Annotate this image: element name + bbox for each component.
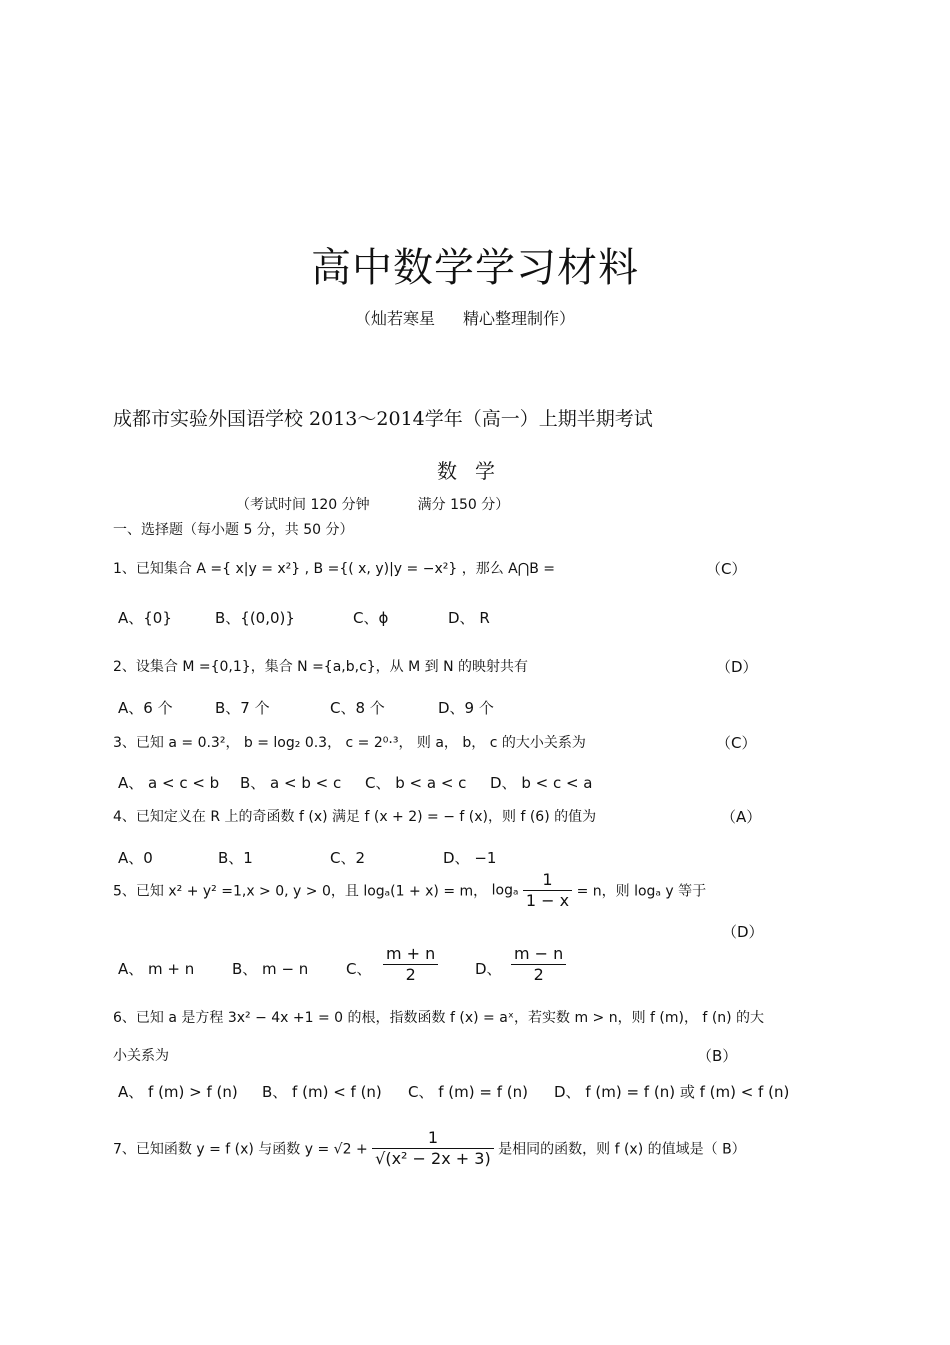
question-3-option-d: D、 b < c < a bbox=[490, 774, 593, 792]
question-4-option-c: C、2 bbox=[330, 849, 366, 867]
question-5-option-b: B、 m − n bbox=[232, 960, 309, 978]
question-1-option-d: D、 R bbox=[448, 609, 490, 627]
question-5-fraction bbox=[523, 870, 572, 911]
question-1-option-b: B、{(0,0)} bbox=[215, 609, 295, 627]
question-4-option-b: B、1 bbox=[218, 849, 253, 867]
question-2-stem: 2、设集合 M ={0,1}，集合 N ={a,b,c}，从 M 到 N 的映射共有 bbox=[113, 659, 529, 675]
question-7-fraction bbox=[372, 1128, 494, 1169]
question-5-answer: （D） bbox=[722, 923, 764, 941]
question-3-stem: 3、已知 a = 0.3²， b = log₂ 0.3， c = 2⁰·³， 则 a， b， c 的大小关系为 bbox=[113, 735, 586, 751]
question-5-option-a: A、 m + n bbox=[118, 960, 195, 978]
question-6-option-a: A、 f (m) > f (n) bbox=[118, 1083, 238, 1101]
question-5-option-d-num: m − n bbox=[511, 944, 566, 965]
exam-subject: 数学 bbox=[437, 459, 513, 483]
question-5-option-d-label: D、 bbox=[475, 960, 502, 978]
question-5-stem-b: logₐ bbox=[491, 882, 519, 899]
question-2-answer: （D） bbox=[716, 658, 758, 676]
question-6-stem: 6、已知 a 是方程 3x² − 4x +1 = 0 的根，指数函数 f (x) = aˣ，若实数 m > n，则 f (m)， f (n) 的大 bbox=[113, 1010, 765, 1026]
exam-time: （考试时间 120 分钟 bbox=[236, 497, 370, 513]
question-5-option-c-fraction bbox=[383, 944, 438, 985]
question-7-frac-num: 1 bbox=[372, 1128, 494, 1149]
exam-school-line: 成都市实验外国语学校 2013～2014学年（高一）上期半期考试 bbox=[113, 408, 653, 430]
question-7-frac-den: √(x² − 2x + 3) bbox=[375, 1149, 491, 1168]
question-7-stem-a: 7、已知函数 y = f (x) 与函数 y = √2 + bbox=[113, 1141, 368, 1158]
question-2-option-d: D、9 个 bbox=[438, 699, 494, 717]
exam-score: 满分 150 分） bbox=[417, 497, 510, 513]
question-4-stem: 4、已知定义在 R 上的奇函数 f (x) 满足 f (x + 2) = − f (x)，则 f (6) 的值为 bbox=[113, 809, 597, 825]
question-5-frac-num: 1 bbox=[523, 870, 572, 891]
page-title: 高中数学学习材料 bbox=[311, 245, 639, 291]
question-6-stem-cont: 小关系为 bbox=[113, 1048, 169, 1064]
question-5-option-d-den: 2 bbox=[533, 965, 544, 984]
question-3-option-b: B、 a < b < c bbox=[240, 774, 342, 792]
question-5-option-d-fraction bbox=[511, 944, 566, 985]
subtitle-right: 精心整理制作） bbox=[463, 309, 576, 328]
question-1-stem: 1、已知集合 A ={ x|y = x²} , B ={( x, y)|y = −x²} ，那么 A⋂B = bbox=[113, 561, 555, 577]
question-1-option-a: A、{0} bbox=[118, 609, 172, 627]
question-3-answer: （C） bbox=[716, 734, 757, 752]
question-5-option-c-den: 2 bbox=[405, 965, 416, 984]
question-5-stem-a: 5、已知 x² + y² =1,x > 0, y > 0，且 logₐ(1 + x) = m， bbox=[113, 883, 488, 900]
question-5-option-c-num: m + n bbox=[383, 944, 438, 965]
section-heading: 一、选择题（每小题 5 分，共 50 分） bbox=[113, 522, 354, 538]
question-5-option-c-label: C、 bbox=[346, 960, 372, 978]
question-6-answer: （B） bbox=[697, 1047, 738, 1065]
question-5-stem-c: = n，则 logₐ y 等于 bbox=[576, 883, 707, 900]
question-6-option-b: B、 f (m) < f (n) bbox=[262, 1083, 382, 1101]
question-3-option-c: C、 b < a < c bbox=[365, 774, 467, 792]
question-6-option-d: D、 f (m) = f (n) 或 f (m) < f (n) bbox=[554, 1083, 790, 1101]
question-7-stem bbox=[113, 1128, 746, 1169]
question-4-option-d: D、 −1 bbox=[443, 849, 497, 867]
question-5-frac-den: 1 − x bbox=[525, 891, 570, 910]
question-2-option-a: A、6 个 bbox=[118, 699, 173, 717]
question-6-option-c: C、 f (m) = f (n) bbox=[408, 1083, 528, 1101]
question-4-answer: （A） bbox=[721, 808, 762, 826]
subtitle-left: （灿若寒星 bbox=[354, 309, 435, 328]
question-7-stem-c: 是相同的函数，则 f (x) 的值域是（ B） bbox=[498, 1141, 746, 1158]
page-subtitle bbox=[0, 306, 930, 329]
question-1-answer: （C） bbox=[706, 560, 747, 578]
question-3-option-a: A、 a < c < b bbox=[118, 774, 220, 792]
exam-info bbox=[236, 494, 509, 514]
question-4-option-a: A、0 bbox=[118, 849, 153, 867]
question-1-option-c: C、ϕ bbox=[353, 609, 389, 627]
question-2-option-b: B、7 个 bbox=[215, 699, 270, 717]
question-2-option-c: C、8 个 bbox=[330, 699, 385, 717]
question-5-stem bbox=[113, 870, 706, 911]
